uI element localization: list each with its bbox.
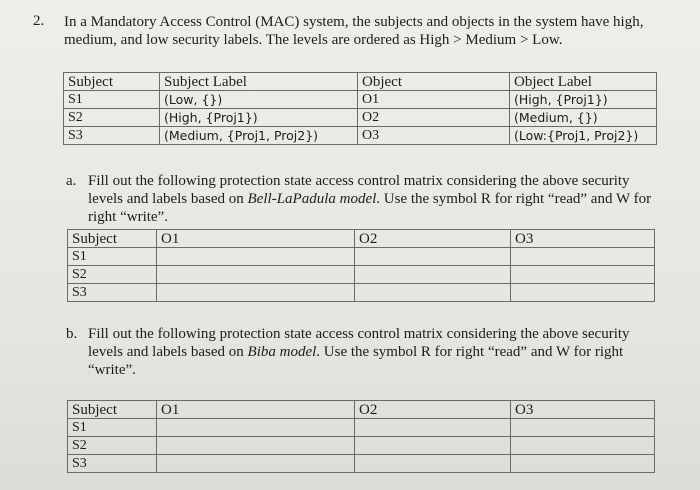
subject-cell: S1	[64, 91, 160, 109]
blank-cell[interactable]	[511, 419, 655, 437]
table-row	[68, 437, 655, 455]
blank-cell[interactable]	[511, 284, 655, 302]
header-o3: O3	[511, 230, 655, 248]
subject-cell: S1	[68, 419, 157, 437]
object-cell: O2	[358, 109, 510, 127]
subject-cell: S1	[68, 248, 157, 266]
header-o2: O2	[355, 401, 511, 419]
table-header-row	[64, 73, 657, 91]
table-header-row	[68, 401, 655, 419]
blank-cell[interactable]	[157, 266, 355, 284]
table-row	[64, 91, 657, 109]
blank-cell[interactable]	[157, 248, 355, 266]
object-cell: O1	[358, 91, 510, 109]
subject-label-cell: (Medium, {Proj1, Proj2})	[160, 127, 358, 145]
subject-cell: S3	[68, 284, 157, 302]
subject-cell: S2	[68, 266, 157, 284]
blank-cell[interactable]	[355, 419, 511, 437]
question-number: 2.	[33, 13, 45, 29]
table-row	[68, 266, 655, 284]
blank-cell[interactable]	[355, 266, 511, 284]
part-a	[66, 172, 666, 228]
part-b-model: Biba model	[247, 344, 317, 360]
header-o2: O2	[355, 230, 511, 248]
subject-cell: S2	[68, 437, 157, 455]
blp-matrix	[67, 229, 655, 302]
blank-cell[interactable]	[511, 455, 655, 473]
header-subject: Subject	[68, 401, 157, 419]
blank-cell[interactable]	[157, 284, 355, 302]
blank-cell[interactable]	[355, 284, 511, 302]
subject-label-cell: (High, {Proj1})	[160, 109, 358, 127]
subject-cell: S2	[64, 109, 160, 127]
part-b-text-after: . Use the symbol R for right “read” and W for right “write”.	[88, 344, 624, 378]
part-b	[66, 325, 666, 381]
part-a-text	[88, 172, 658, 226]
part-b-text	[88, 325, 658, 379]
object-label-cell: (High, {Proj1})	[510, 91, 657, 109]
header-object: Object	[358, 73, 510, 91]
part-a-text-before: Fill out the following protection state access control matrix considering the above security levels and labels based on	[88, 173, 630, 207]
header-o1: O1	[157, 230, 355, 248]
header-object-label: Object Label	[510, 73, 657, 91]
blank-cell[interactable]	[355, 455, 511, 473]
header-o1: O1	[157, 401, 355, 419]
blank-cell[interactable]	[157, 455, 355, 473]
subject-cell: S3	[68, 455, 157, 473]
table-row	[68, 284, 655, 302]
object-label-cell: (Medium, {})	[510, 109, 657, 127]
part-b-text-before: Fill out the following protection state access control matrix considering the above security levels and labels based on	[88, 326, 630, 360]
header-subject: Subject	[68, 230, 157, 248]
subject-label-cell: (Low, {})	[160, 91, 358, 109]
part-a-text-after: . Use the symbol R for right “read” and W for right “write”.	[88, 191, 652, 225]
table-row	[68, 455, 655, 473]
table-header-row	[68, 230, 655, 248]
table-row	[68, 419, 655, 437]
blank-cell[interactable]	[511, 266, 655, 284]
part-b-label: b.	[66, 326, 78, 342]
blank-cell[interactable]	[511, 437, 655, 455]
subject-cell: S3	[64, 127, 160, 145]
biba-matrix	[67, 400, 655, 473]
table-row	[64, 109, 657, 127]
header-subject: Subject	[64, 73, 160, 91]
blank-cell[interactable]	[511, 248, 655, 266]
header-subject-label: Subject Label	[160, 73, 358, 91]
blank-cell[interactable]	[157, 419, 355, 437]
blank-cell[interactable]	[355, 437, 511, 455]
labels-table	[63, 72, 657, 145]
question-text: In a Mandatory Access Control (MAC) system, the subjects and objects in the system have high, medium, and low security labels. The levels are ordered as High > Medium > Low.	[64, 14, 644, 48]
part-a-label: a.	[66, 173, 77, 189]
header-o3: O3	[511, 401, 655, 419]
blank-cell[interactable]	[157, 437, 355, 455]
object-label-cell: (Low:{Proj1, Proj2})	[510, 127, 657, 145]
part-a-model: Bell-LaPadula model	[247, 191, 377, 207]
blank-cell[interactable]	[355, 248, 511, 266]
table-row	[64, 127, 657, 145]
object-cell: O3	[358, 127, 510, 145]
table-row	[68, 248, 655, 266]
